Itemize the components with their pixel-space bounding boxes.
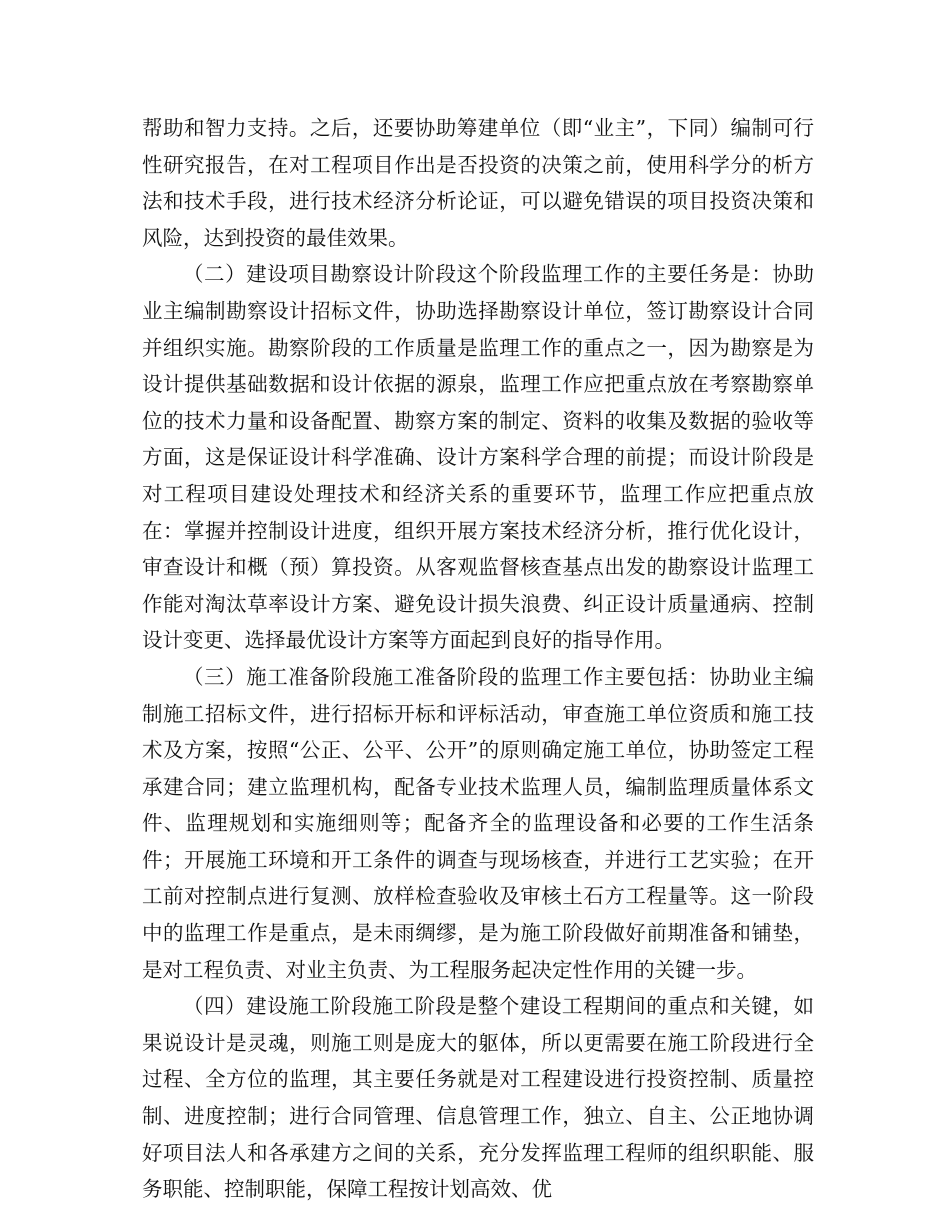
paragraph-survey-design-stage: （二）建设项目勘察设计阶段这个阶段监理工作的主要任务是：协助业主编制勘察设计招标文件，协助选择勘察设计单位，签订勘察设计合同并组织实施。勘察阶段的工作质量是监理工作的重点之一，因为勘察是为设计提供基础数据和设计依据的源泉，监理工作应把重点放在考察勘察单位的技术力量和设备配置、勘察方案的制定、资料的收集及数据的验收等方面，这是保证设计科学准确、设计方案科学合理的前提；而设计阶段是对工程项目建设处理技术和经济关系的重要环节，监理工作应把重点放在：掌握并控制设计进度，组织开展方案技术经济分析，推行优化设计，审查设计和概（预）算投资。从客观监督核查基点出发的勘察设计监理工作能对淘汰草率设计方案、避免设计损失浪费、纠正设计质量通病、控制设计变更、选择最优设计方案等方面起到良好的指导作用。 — [142, 262, 814, 653]
paragraph-construction-preparation-stage: （三）施工准备阶段施工准备阶段的监理工作主要包括：协助业主编制施工招标文件，进行招标开标和评标活动，审查施工单位资质和施工技术及方案，按照“公正、公平、公开”的原则确定施工单位，协助签定工程承建合同；建立监理机构，配备专业技术监理人员，编制监理质量体系文件、监理规划和实施细则等；配备齐全的监理设备和必要的工作生活条件；开展施工环境和开工条件的调查与现场核查，并进行工艺实验；在开工前对控制点进行复测、放样检查验收及审核土石方工程量等。这一阶段中的监理工作是重点，是未雨绸缪，是为施工阶段做好前期准备和铺垫，是对工程负责、对业主负责、为工程服务起决定性作用的关键一步。 — [142, 664, 814, 982]
paragraph-continuation: 帮助和智力支持。之后，还要协助筹建单位（即“业主”，下同）编制可行性研究报告，在对工程项目作出是否投资的决策之前，使用科学分的析方法和技术手段，进行技术经济分析论证，可以避免错误的项目投资决策和风险，达到投资的最佳效果。 — [142, 116, 814, 250]
paragraph-construction-stage: （四）建设施工阶段施工阶段是整个建设工程期间的重点和关键，如果说设计是灵魂，则施工则是庞大的躯体，所以更需要在施工阶段进行全过程、全方位的监理，其主要任务就是对工程建设进行投资控制、质量控制、进度控制；进行合同管理、信息管理工作，独立、自主、公正地协调好项目法人和各承建方之间的关系，充分发挥监理工程师的组织职能、服务职能、控制职能，保障工程按计划高效、优 — [142, 994, 814, 1202]
document-body — [142, 110, 814, 1208]
